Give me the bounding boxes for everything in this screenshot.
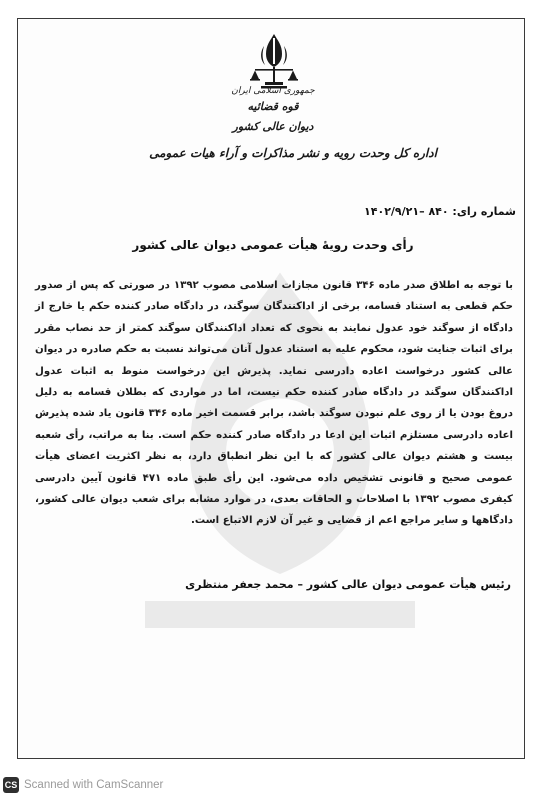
header-supreme-court: دیوان عالی کشور — [232, 120, 314, 133]
decision-number: شماره رای: ۸۴۰ –۱۴۰۲/۹/۲۱ — [364, 205, 516, 218]
header-republic: جمهوری اسلامی ایران — [231, 86, 315, 96]
header-department: اداره کل وحدت رویه و نشر مذاکرات و آراء هیات عمومی — [149, 146, 437, 160]
document-title: رأی وحدت رویهٔ هیأت عمومی دیوان عالی کشور — [132, 238, 414, 252]
iran-emblem-icon — [247, 32, 301, 90]
document-body: با توجه به اطلاق صدر ماده ۳۴۶ قانون مجازات اسلامی مصوب ۱۳۹۲ در صورتی که پس از صدور حکم قطعی به استناد قسامه، برخی از اداکنندگان سوگند، در دادگاه صادر کننده حکم یا خارج از دادگاه از سوگند خود عدول نمایند به نحوی که تعداد اداکنندگان سوگند کمتر از حد نصاب مقرر برای اثبات جنایت شود، محکوم علیه به استناد عدول آنان می‌تواند نسبت به حکم صادره در دیوان عالی کشور درخواست اعاده دادرسی نماید. پذیرش این درخواست منوط به اثبات عدول اداکنندگان سوگند در دادگاه صادر کننده حکم نیست، اما در مواردی که بطلان قسامه به دلیل دروغ بودن یا از روی علم نبودن سوگند باشد، برابر قسمت اخیر ماده ۳۴۶ قانون یاد شده پذیرش اعاده دادرسی مستلزم اثبات این ادعا در دادگاه صادر کننده حکم است. بنا به مراتب، رأی شعبه بیست و هشتم دیوان عالی کشور که با این نظر انطباق دارد، به نظر اکثریت اعضای هیأت عمومی صحیح و قانونی تشخیص داده می‌شود. این رأی طبق ماده ۴۷۱ قانون آیین دادرسی کیفری مصوب ۱۳۹۲ با اصلاحات و الحاقات بعدی، در موارد مشابه برای شعب دیوان عالی کشور، دادگاهها و سایر مراجع اعم از قضایی و غیر آن لازم الاتباع است. — [35, 280, 514, 527]
header-judiciary: قوه قضائیه — [247, 100, 299, 113]
scanner-footer — [3, 775, 163, 795]
scanner-credit: Scanned with CamScanner — [24, 779, 164, 791]
camscanner-logo-icon: CS — [3, 777, 19, 793]
signature-line: رئیس هیأت عمومی دیوان عالی کشور – محمد جعفر منتظری — [185, 578, 511, 591]
